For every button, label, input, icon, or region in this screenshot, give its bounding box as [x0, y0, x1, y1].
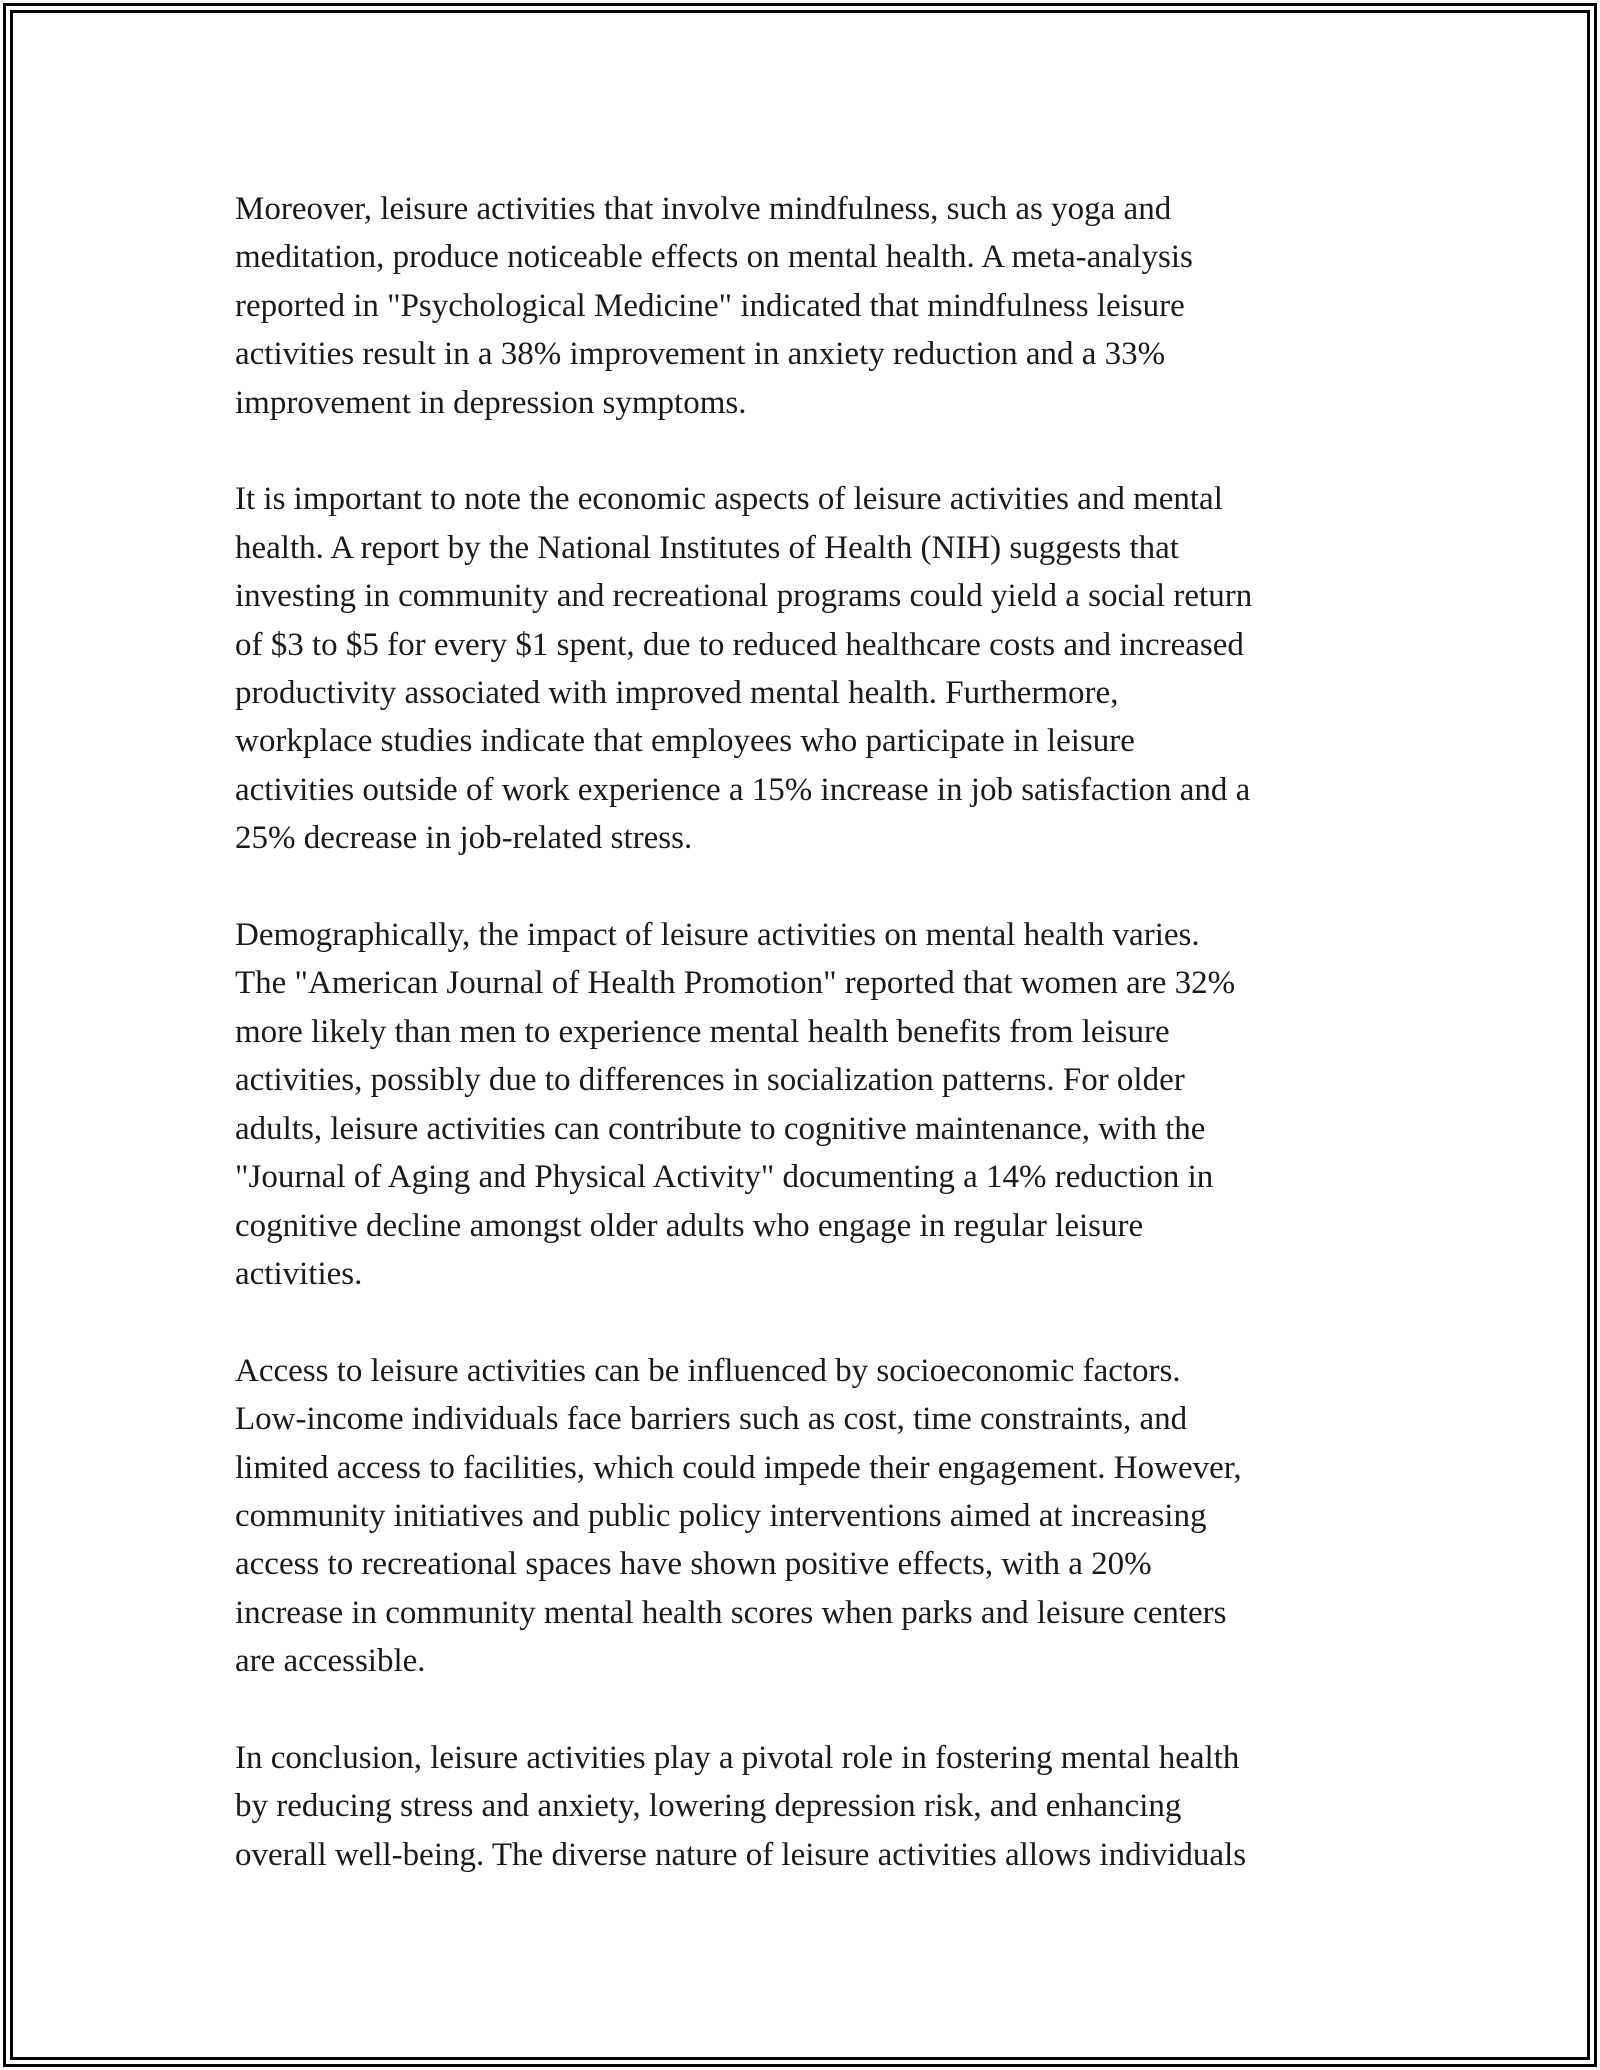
paragraph-conclusion: [235, 1734, 1365, 1879]
text-line: reported in "Psychological Medicine" indicated that mindfulness leisure: [235, 287, 1185, 324]
paragraph-economic-aspects: [235, 475, 1365, 862]
text-line: workplace studies indicate that employees who participate in leisure: [235, 723, 1135, 760]
text-line: Demographically, the impact of leisure activities on mental health varies.: [235, 917, 1200, 954]
text-line: cognitive decline amongst older adults who engage in regular leisure: [235, 1207, 1144, 1244]
text-line: 25% decrease in job-related stress.: [235, 820, 693, 857]
document-body: [235, 185, 1365, 1928]
text-line: activities result in a 38% improvement in anxiety reduction and a 33%: [235, 336, 1166, 373]
paragraph-access: [235, 1347, 1365, 1686]
text-line: Low-income individuals face barriers such as cost, time constraints, and: [235, 1401, 1188, 1438]
text-line: access to recreational spaces have shown positive effects, with a 20%: [235, 1546, 1152, 1583]
text-line: by reducing stress and anxiety, lowering depression risk, and enhancing: [235, 1788, 1182, 1825]
text-line: activities, possibly due to differences in socialization patterns. For older: [235, 1062, 1185, 1099]
text-line: activities.: [235, 1255, 363, 1292]
text-line: are accessible.: [235, 1643, 426, 1680]
text-line: productivity associated with improved mental health. Furthermore,: [235, 675, 1119, 712]
text-line: "Journal of Aging and Physical Activity" documenting a 14% reduction in: [235, 1159, 1214, 1196]
text-line: limited access to facilities, which could impede their engagement. However,: [235, 1449, 1242, 1486]
text-line: community initiatives and public policy interventions aimed at increasing: [235, 1497, 1207, 1534]
text-line: improvement in depression symptoms.: [235, 384, 747, 421]
paragraph-demographics: [235, 911, 1365, 1298]
text-line: more likely than men to experience mental health benefits from leisure: [235, 1013, 1170, 1050]
text-line: It is important to note the economic aspects of leisure activities and mental: [235, 481, 1223, 518]
text-line: health. A report by the National Institutes of Health (NIH) suggests that: [235, 529, 1179, 566]
text-line: increase in community mental health scores when parks and leisure centers: [235, 1594, 1227, 1631]
text-line: adults, leisure activities can contribute to cognitive maintenance, with the: [235, 1110, 1206, 1147]
text-line: overall well-being. The diverse nature of leisure activities allows individuals: [235, 1836, 1247, 1873]
text-line: Access to leisure activities can be influenced by socioeconomic factors.: [235, 1352, 1181, 1389]
text-line: of $3 to $5 for every $1 spent, due to reduced healthcare costs and increased: [235, 626, 1244, 663]
paragraph-mindfulness: [235, 185, 1365, 427]
text-line: The "American Journal of Health Promotion" reported that women are 32%: [235, 965, 1236, 1002]
text-line: In conclusion, leisure activities play a pivotal role in fostering mental health: [235, 1739, 1240, 1776]
text-line: Moreover, leisure activities that involve mindfulness, such as yoga and: [235, 191, 1172, 227]
text-line: investing in community and recreational programs could yield a social return: [235, 578, 1253, 615]
text-line: activities outside of work experience a 15% increase in job satisfaction and a: [235, 771, 1251, 808]
text-line: meditation, produce noticeable effects on mental health. A meta-analysis: [235, 239, 1193, 276]
